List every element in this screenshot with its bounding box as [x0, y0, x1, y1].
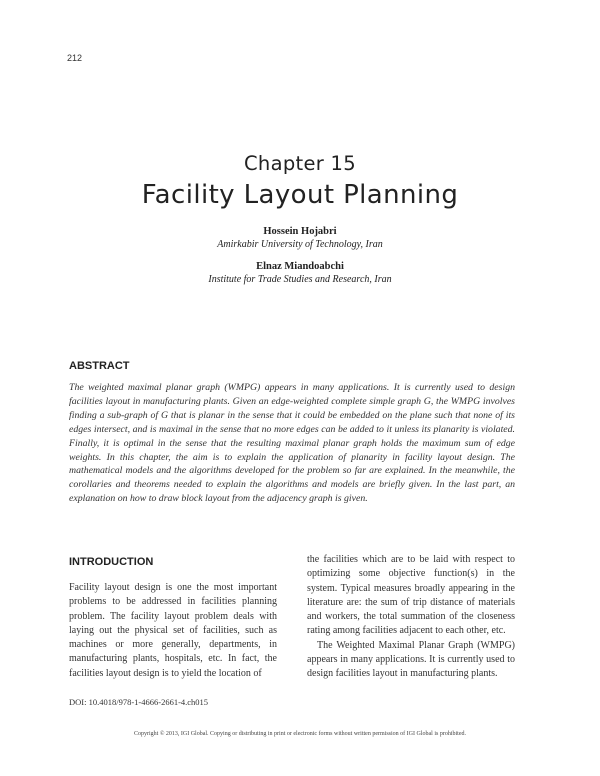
- author-name: Elnaz Miandoabchi: [256, 261, 344, 272]
- abstract-heading: ABSTRACT: [69, 360, 130, 372]
- intro-paragraph: Facility layout design is one the most important problems to be addressed in facilities planning problem. The facility layout problem deals with laying out the physical set of facilities, such as machines or more generally, departments, in manufacturing plants, hospitals, etc. In fact, the facilities layout design is to yield the location of: [69, 582, 277, 679]
- intro-paragraph: the facilities which are to be laid with respect to optimizing some objective function(s) in the system. Typical measures broadly appearing in the literature are: the sum of trip distance of materials and workers, the total summation of the closeness rating among facilities adjacent to each other, etc.: [307, 554, 515, 637]
- introduction-heading: INTRODUCTION: [69, 556, 154, 568]
- intro-left-column: [69, 581, 277, 681]
- author-affiliation: Amirkabir University of Technology, Iran: [217, 239, 383, 250]
- copyright-notice: Copyright © 2013, IGI Global. Copying or distributing in print or electronic forms without written permission of IGI Global is prohibited.: [133, 731, 466, 737]
- abstract-text: The weighted maximal planar graph (WMPG) appears in many applications. It is currently used to design facilities layout in manufacturing plants. Given an edge-weighted complete simple graph G, the WMPG involves finding a sub-graph of G that is planar in the sense that it could be embedded on the plane such that none of its edges intersect, and is maximal in the sense that no more edges can be added to it unless its planarity is violated. Finally, it is optimal in the sense that the resulting maximal planar graph holds the maximum sum of edge weights. In this chapter, the aim is to explain the application of planarity in facility layout design. The mathematical models and the algorithms developed for the problem so far are explained. In the meanwhile, the corollaries and theorems needed to explain the algorithms and models are briefly given. In the last part, an explanation on how to draw block layout from the adjacency graph is given.: [69, 382, 515, 505]
- chapter-title: Facility Layout Planning: [141, 180, 459, 210]
- intro-right-column: [307, 553, 515, 682]
- chapter-label: Chapter 15: [244, 152, 356, 175]
- author-affiliation: Institute for Trade Studies and Research, Iran: [208, 274, 392, 285]
- doi: DOI: 10.4018/978-1-4666-2661-4.ch015: [69, 697, 209, 707]
- intro-paragraph: The Weighted Maximal Planar Graph (WMPG) appears in many applications. It is currently used to design facilities layout in manufacturing plants.: [307, 639, 515, 680]
- author-name: Hossein Hojabri: [263, 226, 337, 237]
- page-number: 212: [67, 53, 83, 63]
